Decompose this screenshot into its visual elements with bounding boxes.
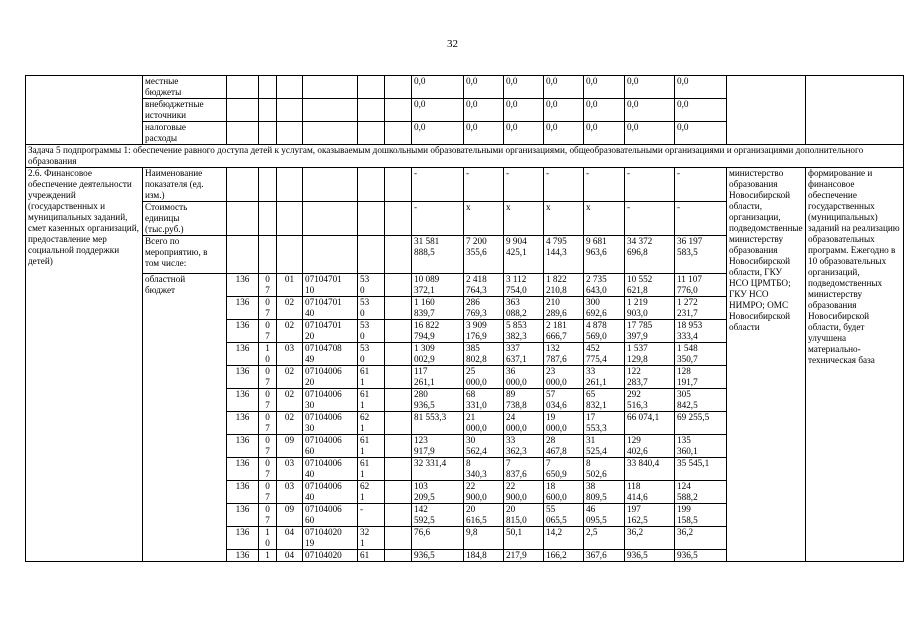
value-cell: - — [412, 168, 464, 202]
csr-code: 07104006 20 — [303, 366, 358, 389]
code-cell — [385, 527, 412, 550]
value-cell: 124 588,2 — [675, 481, 727, 504]
value-cell: 22 900,0 — [504, 481, 544, 504]
value-cell: 9,8 — [464, 527, 504, 550]
value-cell: 0,0 — [504, 99, 544, 122]
value-cell: 123 917,9 — [412, 435, 464, 458]
value-cell: 18 600,0 — [544, 481, 584, 504]
vr-code: 53 0 — [358, 274, 385, 297]
value-cell: 76,6 — [412, 527, 464, 550]
value-cell: 21 000,0 — [464, 412, 504, 435]
value-cell: 14,2 — [544, 527, 584, 550]
value-cell: 23 000,0 — [544, 366, 584, 389]
grbs-code: 136 — [227, 366, 259, 389]
funding-source-label: налоговые расходы — [143, 122, 227, 145]
value-cell: 117 261,1 — [412, 366, 464, 389]
value-cell: 1 548 350,7 — [675, 343, 727, 366]
csr-code: 07104006 30 — [303, 389, 358, 412]
value-cell: 135 360,1 — [675, 435, 727, 458]
pr-code: 09 — [277, 435, 303, 458]
value-cell: 8 340,3 — [464, 458, 504, 481]
rz-code: 1 0 — [259, 527, 277, 550]
value-cell: 292 516,3 — [625, 389, 675, 412]
code-cell — [303, 202, 358, 236]
value-cell: 69 255,5 — [675, 412, 727, 435]
value-cell: 1 309 002,9 — [412, 343, 464, 366]
rz-code: 0 7 — [259, 366, 277, 389]
value-cell: 65 832,1 — [584, 389, 625, 412]
pr-code: 02 — [277, 297, 303, 320]
value-cell: 24 000,0 — [504, 412, 544, 435]
indicator-label: Наименование показателя (ед. изм.) — [143, 168, 227, 202]
value-cell: 16 822 794,9 — [412, 320, 464, 343]
value-cell: 122 283,7 — [625, 366, 675, 389]
grbs-code: 136 — [227, 320, 259, 343]
code-cell — [358, 99, 385, 122]
value-cell: 30 562,4 — [464, 435, 504, 458]
pr-code: 02 — [277, 320, 303, 343]
grbs-code: 136 — [227, 527, 259, 550]
grbs-code: 136 — [227, 389, 259, 412]
code-cell — [277, 168, 303, 202]
value-cell: 0,0 — [544, 99, 584, 122]
value-cell: 10 089 372,1 — [412, 274, 464, 297]
rz-code: 0 7 — [259, 274, 277, 297]
grbs-code: 136 — [227, 435, 259, 458]
value-cell: 385 802,8 — [464, 343, 504, 366]
value-cell: 184,8 — [464, 550, 504, 562]
pr-code: 03 — [277, 458, 303, 481]
value-cell: 0,0 — [544, 122, 584, 145]
value-cell: 363 088,2 — [504, 297, 544, 320]
code-cell — [385, 274, 412, 297]
value-cell: 0,0 — [464, 122, 504, 145]
csr-code: 07104006 40 — [303, 481, 358, 504]
code-cell — [385, 76, 412, 99]
value-cell: 46 095,5 — [584, 504, 625, 527]
code-cell — [358, 236, 385, 274]
value-cell: 0,0 — [504, 76, 544, 99]
value-cell: 32 331,4 — [412, 458, 464, 481]
table-row — [26, 76, 904, 99]
value-cell: 217,9 — [504, 550, 544, 562]
grbs-code: 136 — [227, 550, 259, 562]
value-cell: 300 692,6 — [584, 297, 625, 320]
result-cell — [806, 76, 904, 145]
value-cell: 31 581 888,5 — [412, 236, 464, 274]
rz-code: 0 7 — [259, 412, 277, 435]
pr-code: 02 — [277, 389, 303, 412]
value-cell: 35 545,1 — [675, 458, 727, 481]
value-cell: 20 616,5 — [464, 504, 504, 527]
code-cell — [385, 297, 412, 320]
value-cell: 0,0 — [584, 99, 625, 122]
value-cell: - — [584, 168, 625, 202]
value-cell: 452 775,4 — [584, 343, 625, 366]
value-cell: 199 158,5 — [675, 504, 727, 527]
grbs-code: 136 — [227, 274, 259, 297]
value-cell: 0,0 — [464, 76, 504, 99]
task-heading: Задача 5 подпрограммы 1: обеспечение равного доступа детей к услугам, оказываемым дошкольными образовательными организациями, общеобразовательными организациями и организациями дополнительного образования — [26, 145, 904, 168]
code-cell — [303, 99, 358, 122]
code-cell — [385, 122, 412, 145]
value-cell: 197 162,5 — [625, 504, 675, 527]
value-cell: 20 815,0 — [504, 504, 544, 527]
code-cell — [227, 99, 259, 122]
pr-code: 02 — [277, 412, 303, 435]
code-cell — [385, 389, 412, 412]
code-cell — [385, 458, 412, 481]
code-cell — [385, 99, 412, 122]
value-cell: 132 787,6 — [544, 343, 584, 366]
value-cell: x — [464, 202, 504, 236]
csr-code: 07104708 49 — [303, 343, 358, 366]
csr-code: 07104701 10 — [303, 274, 358, 297]
value-cell: 17 785 397,9 — [625, 320, 675, 343]
pr-code: 02 — [277, 366, 303, 389]
pr-code: 04 — [277, 550, 303, 562]
value-cell: - — [675, 202, 727, 236]
vr-code: 32 1 — [358, 527, 385, 550]
vr-code: 62 1 — [358, 412, 385, 435]
code-cell — [227, 76, 259, 99]
rz-code: 1 — [259, 550, 277, 562]
rz-code: 1 0 — [259, 343, 277, 366]
value-cell: 33 362,3 — [504, 435, 544, 458]
value-cell: 0,0 — [464, 99, 504, 122]
budget-label: областной бюджет — [143, 274, 227, 562]
value-cell: - — [675, 168, 727, 202]
value-cell: 31 525,4 — [584, 435, 625, 458]
pr-code: 03 — [277, 481, 303, 504]
value-cell: 305 842,5 — [675, 389, 727, 412]
code-cell — [277, 76, 303, 99]
csr-code: 07104020 — [303, 550, 358, 562]
value-cell: 38 809,5 — [584, 481, 625, 504]
value-cell: 33 840,4 — [625, 458, 675, 481]
rz-code: 0 7 — [259, 504, 277, 527]
value-cell: 0,0 — [675, 76, 727, 99]
value-cell: 2 735 643,0 — [584, 274, 625, 297]
value-cell: 103 209,5 — [412, 481, 464, 504]
value-cell: 7 200 355,6 — [464, 236, 504, 274]
value-cell: 0,0 — [625, 99, 675, 122]
pr-code: 03 — [277, 343, 303, 366]
vr-code: 53 0 — [358, 297, 385, 320]
value-cell: 0,0 — [412, 122, 464, 145]
code-cell — [303, 168, 358, 202]
value-cell: 1 219 903,0 — [625, 297, 675, 320]
code-cell — [303, 122, 358, 145]
vr-code: 61 1 — [358, 458, 385, 481]
csr-code: 07104006 60 — [303, 435, 358, 458]
value-cell: 18 953 333,4 — [675, 320, 727, 343]
measure-name: 2.6. Финансовое обеспечение деятельности учреждений (государственных и муниципальных заданий, смет казенных организаций, предоставление мер социальной поддержки детей) — [26, 168, 143, 562]
rz-code: 0 7 — [259, 320, 277, 343]
value-cell: 129 402,6 — [625, 435, 675, 458]
code-cell — [385, 236, 412, 274]
value-cell: - — [625, 202, 675, 236]
value-cell: 337 637,1 — [504, 343, 544, 366]
value-cell: 4 878 569,0 — [584, 320, 625, 343]
code-cell — [227, 122, 259, 145]
grbs-code: 136 — [227, 343, 259, 366]
value-cell: 55 065,5 — [544, 504, 584, 527]
value-cell: 36,2 — [625, 527, 675, 550]
executor: министерство образования Новосибирской области, организации, подведомственные министерству образования Новосибирской области, ГКУ НСО ЦРМТБО; ГКУ НСО НИМРО; ОМС Новосибирской области — [727, 168, 806, 562]
value-cell: 3 909 176,9 — [464, 320, 504, 343]
value-cell: 7 650,9 — [544, 458, 584, 481]
code-cell — [277, 122, 303, 145]
value-cell: 28 467,8 — [544, 435, 584, 458]
grbs-code: 136 — [227, 458, 259, 481]
code-cell — [303, 76, 358, 99]
vr-code: 61 1 — [358, 389, 385, 412]
code-cell — [303, 236, 358, 274]
value-cell: 10 552 621,8 — [625, 274, 675, 297]
grbs-code: 136 — [227, 504, 259, 527]
vr-code: 62 1 — [358, 481, 385, 504]
grbs-code: 136 — [227, 297, 259, 320]
value-cell: 142 592,5 — [412, 504, 464, 527]
value-cell: - — [625, 168, 675, 202]
value-cell: 34 372 696,8 — [625, 236, 675, 274]
table-row — [26, 168, 904, 202]
vr-code: 61 — [358, 550, 385, 562]
value-cell: 33 261,1 — [584, 366, 625, 389]
indicator-label: Всего по мероприятию, в том числе: — [143, 236, 227, 274]
funding-source-label: внебюджетные источники — [143, 99, 227, 122]
value-cell: 166,2 — [544, 550, 584, 562]
code-cell — [259, 99, 277, 122]
value-cell: 11 107 776,0 — [675, 274, 727, 297]
value-cell: 0,0 — [675, 122, 727, 145]
value-cell: 0,0 — [504, 122, 544, 145]
vr-code: 61 1 — [358, 366, 385, 389]
table-row — [26, 145, 904, 168]
code-cell — [385, 550, 412, 562]
code-cell — [259, 76, 277, 99]
csr-code: 07104006 30 — [303, 412, 358, 435]
value-cell: 68 331,0 — [464, 389, 504, 412]
rz-code: 0 7 — [259, 481, 277, 504]
measure-name-cell — [26, 76, 143, 145]
value-cell: 280 936,5 — [412, 389, 464, 412]
value-cell: 66 074,1 — [625, 412, 675, 435]
code-cell — [385, 481, 412, 504]
pr-code: 01 — [277, 274, 303, 297]
vr-code: - — [358, 504, 385, 527]
value-cell: 9 681 963,6 — [584, 236, 625, 274]
value-cell: 1 822 210,8 — [544, 274, 584, 297]
code-cell — [358, 202, 385, 236]
code-cell — [385, 504, 412, 527]
value-cell: 81 553,3 — [412, 412, 464, 435]
program-table — [25, 75, 904, 562]
code-cell — [385, 366, 412, 389]
code-cell — [259, 168, 277, 202]
value-cell: 57 034,6 — [544, 389, 584, 412]
value-cell: 7 837,6 — [504, 458, 544, 481]
code-cell — [358, 76, 385, 99]
value-cell: 1 272 231,7 — [675, 297, 727, 320]
csr-code: 07104701 40 — [303, 297, 358, 320]
value-cell: 4 795 144,3 — [544, 236, 584, 274]
code-cell — [277, 99, 303, 122]
code-cell — [227, 202, 259, 236]
value-cell: 286 769,3 — [464, 297, 504, 320]
grbs-code: 136 — [227, 412, 259, 435]
value-cell: 118 414,6 — [625, 481, 675, 504]
rz-code: 0 7 — [259, 435, 277, 458]
code-cell — [259, 202, 277, 236]
value-cell: 1 160 839,7 — [412, 297, 464, 320]
executor-cell — [727, 76, 806, 145]
value-cell: 0,0 — [625, 122, 675, 145]
value-cell: 36 197 583,5 — [675, 236, 727, 274]
value-cell: 0,0 — [584, 76, 625, 99]
value-cell: 2,5 — [584, 527, 625, 550]
value-cell: - — [544, 168, 584, 202]
value-cell: 367,6 — [584, 550, 625, 562]
value-cell: 3 112 754,0 — [504, 274, 544, 297]
value-cell: - — [464, 168, 504, 202]
value-cell: 2 418 764,3 — [464, 274, 504, 297]
value-cell: 0,0 — [584, 122, 625, 145]
csr-code: 07104020 19 — [303, 527, 358, 550]
value-cell: 936,5 — [675, 550, 727, 562]
code-cell — [277, 202, 303, 236]
value-cell: 0,0 — [675, 99, 727, 122]
value-cell: - — [504, 168, 544, 202]
value-cell: 22 900,0 — [464, 481, 504, 504]
vr-code: 61 1 — [358, 435, 385, 458]
value-cell: 936,5 — [625, 550, 675, 562]
value-cell: 2 181 666,7 — [544, 320, 584, 343]
code-cell — [385, 320, 412, 343]
value-cell: 36 000,0 — [504, 366, 544, 389]
code-cell — [385, 412, 412, 435]
code-cell — [385, 343, 412, 366]
value-cell: x — [504, 202, 544, 236]
value-cell: - — [412, 202, 464, 236]
expected-result: формирование и финансовое обеспечение государственных (муниципальных) заданий на реализацию образовательных программ. Ежегодно в 10 образовательных организаций, подведомственных министерству образования Новосибирской области, будет улучшена материально-техническая база — [806, 168, 904, 562]
code-cell — [385, 168, 412, 202]
rz-code: 0 7 — [259, 458, 277, 481]
grbs-code: 136 — [227, 481, 259, 504]
value-cell: 0,0 — [412, 99, 464, 122]
code-cell — [358, 168, 385, 202]
code-cell — [385, 202, 412, 236]
code-cell — [259, 122, 277, 145]
value-cell: 128 191,7 — [675, 366, 727, 389]
value-cell: 36,2 — [675, 527, 727, 550]
vr-code: 53 0 — [358, 320, 385, 343]
value-cell: x — [544, 202, 584, 236]
vr-code: 53 0 — [358, 343, 385, 366]
code-cell — [259, 236, 277, 274]
value-cell: 0,0 — [625, 76, 675, 99]
value-cell: 0,0 — [544, 76, 584, 99]
page-number: 32 — [447, 38, 458, 50]
value-cell: 50,1 — [504, 527, 544, 550]
code-cell — [227, 236, 259, 274]
pr-code: 04 — [277, 527, 303, 550]
value-cell: 19 000,0 — [544, 412, 584, 435]
indicator-label: Стоимость единицы (тыс.руб.) — [143, 202, 227, 236]
value-cell: 0,0 — [412, 76, 464, 99]
value-cell: 25 000,0 — [464, 366, 504, 389]
value-cell: x — [584, 202, 625, 236]
code-cell — [385, 435, 412, 458]
value-cell: 936,5 — [412, 550, 464, 562]
value-cell: 1 537 129,8 — [625, 343, 675, 366]
pr-code: 09 — [277, 504, 303, 527]
value-cell: 9 904 425,1 — [504, 236, 544, 274]
code-cell — [227, 168, 259, 202]
value-cell: 89 738,8 — [504, 389, 544, 412]
code-cell — [358, 122, 385, 145]
value-cell: 5 853 382,3 — [504, 320, 544, 343]
value-cell: 8 502,6 — [584, 458, 625, 481]
code-cell — [277, 236, 303, 274]
csr-code: 07104006 40 — [303, 458, 358, 481]
funding-source-label: местные бюджеты — [143, 76, 227, 99]
csr-code: 07104701 20 — [303, 320, 358, 343]
csr-code: 07104006 60 — [303, 504, 358, 527]
value-cell: 210 289,6 — [544, 297, 584, 320]
rz-code: 0 7 — [259, 389, 277, 412]
value-cell: 17 553,3 — [584, 412, 625, 435]
rz-code: 0 7 — [259, 297, 277, 320]
